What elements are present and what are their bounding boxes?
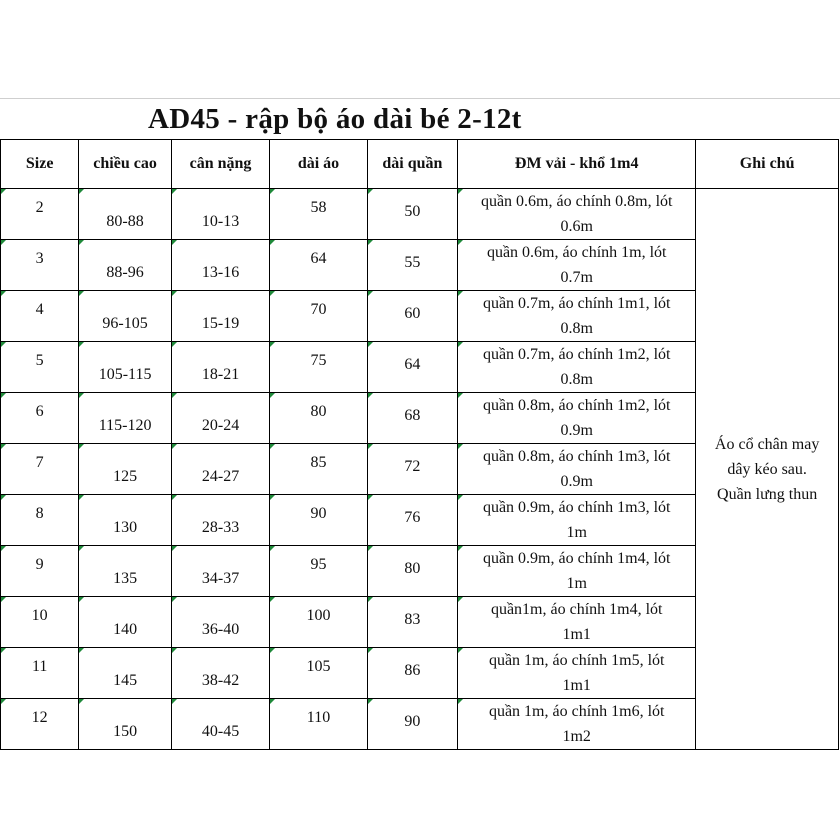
header-size: Size [1,140,79,189]
cell-quan[interactable] [367,342,457,393]
fabric-line-1: quần 1m, áo chính 1m5, lót [488,652,665,669]
height-value: 150 [113,723,138,740]
weight-value: 34-37 [201,570,240,587]
fabric-line-1: quần 0.7m, áo chính 1m2, lót [482,346,671,363]
size-value: 2 [35,199,44,216]
cell-height[interactable] [79,444,171,495]
ao-value: 64 [310,250,327,267]
fabric-line-2: 0.8m [560,320,593,337]
cell-marker-icon [79,699,84,704]
fabric-value [458,342,695,392]
height-value: 105-115 [98,366,152,383]
cell-marker-icon [79,597,84,602]
cell-marker-icon [270,597,275,602]
note-text [696,432,838,507]
cell-size[interactable] [1,546,79,597]
fabric-line-1: quần 0.9m, áo chính 1m3, lót [482,499,671,516]
cell-height[interactable] [79,597,171,648]
cell-weight[interactable] [171,189,269,240]
cell-height[interactable] [79,240,171,291]
cell-ao[interactable] [270,495,367,546]
cell-fabric[interactable] [458,546,696,597]
height-value: 140 [113,621,138,638]
size-table [0,139,839,750]
height-value: 135 [113,570,138,587]
fabric-line-1: quần 0.7m, áo chính 1m1, lót [482,295,671,312]
cell-size[interactable] [1,495,79,546]
height-value: 96-105 [102,315,148,332]
note-line-3: Quần lưng thun [717,485,818,503]
cell-marker-icon [368,597,373,602]
size-value: 10 [31,607,48,624]
weight-value: 15-19 [201,315,240,332]
cell-marker-icon [172,444,177,449]
cell-ao[interactable] [270,291,367,342]
cell-size[interactable] [1,291,79,342]
weight-value: 36-40 [201,621,240,638]
cell-marker-icon [172,699,177,704]
fabric-value [458,291,695,341]
cell-marker-icon [270,546,275,551]
size-value: 8 [35,505,44,522]
cell-quan[interactable] [367,189,457,240]
cell-fabric[interactable] [458,189,696,240]
cell-marker-icon [368,189,373,194]
cell-marker-icon [172,240,177,245]
cell-marker-icon [458,393,463,398]
height-value: 145 [113,672,138,689]
quan-value: 90 [404,713,421,730]
cell-fabric[interactable] [458,495,696,546]
cell-weight[interactable] [171,597,269,648]
header-fabric: ĐM vải - khổ 1m4 [458,140,696,189]
cell-weight[interactable] [171,495,269,546]
quan-value: 60 [404,305,421,322]
cell-ao[interactable] [270,648,367,699]
fabric-value [458,546,695,596]
header-weight: cân nặng [171,140,269,189]
weight-value: 13-16 [201,264,240,281]
cell-fabric[interactable] [458,444,696,495]
cell-fabric[interactable] [458,342,696,393]
quan-value: 83 [404,611,421,628]
cell-marker-icon [368,444,373,449]
cell-quan[interactable] [367,393,457,444]
fabric-line-2: 0.6m [560,218,593,235]
cell-weight[interactable] [171,699,269,750]
cell-marker-icon [368,648,373,653]
cell-marker-icon [79,444,84,449]
weight-value: 38-42 [201,672,240,689]
cell-ao[interactable] [270,342,367,393]
cell-marker-icon [172,189,177,194]
fabric-line-2: 0.9m [560,473,593,490]
fabric-value [458,495,695,545]
table-row [1,189,839,240]
title-row [0,98,840,141]
cell-marker-icon [1,699,6,704]
cell-marker-icon [270,648,275,653]
cell-marker-icon [79,495,84,500]
cell-ao[interactable] [270,240,367,291]
note-line-2: dây kéo sau. [727,460,807,478]
cell-size[interactable] [1,597,79,648]
fabric-value [458,699,695,749]
cell-marker-icon [79,240,84,245]
ao-value: 110 [306,709,331,726]
sheet-title: AD45 - rập bộ áo dài bé 2-12t [148,103,522,135]
fabric-value [458,240,695,290]
ao-value: 75 [310,352,327,369]
cell-marker-icon [172,648,177,653]
cell-quan[interactable] [367,597,457,648]
fabric-line-1: quần 0.9m, áo chính 1m4, lót [482,550,671,567]
cell-marker-icon [368,291,373,296]
spreadsheet [0,98,840,743]
quan-value: 55 [404,254,421,271]
ao-value: 85 [310,454,327,471]
cell-marker-icon [458,291,463,296]
cell-marker-icon [1,240,6,245]
cell-weight[interactable] [171,648,269,699]
cell-marker-icon [172,597,177,602]
cell-marker-icon [270,699,275,704]
cell-marker-icon [1,495,6,500]
size-value: 11 [31,658,48,675]
cell-marker-icon [172,495,177,500]
size-value: 5 [35,352,44,369]
cell-fabric[interactable] [458,291,696,342]
height-value: 88-96 [106,264,144,281]
header-note: Ghi chú [696,140,839,189]
height-value: 125 [113,468,138,485]
note-line-1: Áo cổ chân may [714,435,820,453]
ao-value: 70 [310,301,327,318]
fabric-line-2: 1m [566,524,587,541]
fabric-value [458,189,695,239]
cell-marker-icon [79,648,84,653]
cell-marker-icon [79,546,84,551]
quan-value: 72 [404,458,421,475]
cell-quan[interactable] [367,291,457,342]
cell-ao[interactable] [270,189,367,240]
cell-marker-icon [368,699,373,704]
cell-ao[interactable] [270,597,367,648]
cell-quan[interactable] [367,495,457,546]
cell-note[interactable] [696,189,839,750]
weight-value: 28-33 [201,519,240,536]
cell-marker-icon [270,393,275,398]
cell-marker-icon [1,648,6,653]
cell-ao[interactable] [270,393,367,444]
cell-marker-icon [270,291,275,296]
cell-ao[interactable] [270,699,367,750]
cell-marker-icon [458,240,463,245]
fabric-line-2: 1m1 [562,677,591,694]
cell-marker-icon [458,699,463,704]
height-value: 115-120 [98,417,152,434]
quan-value: 64 [404,356,421,373]
header-quan: dài quần [367,140,457,189]
cell-fabric[interactable] [458,597,696,648]
cell-marker-icon [270,342,275,347]
cell-height[interactable] [79,393,171,444]
cell-quan[interactable] [367,648,457,699]
cell-fabric[interactable] [458,648,696,699]
quan-value: 86 [404,662,421,679]
size-value: 6 [35,403,44,420]
height-value: 130 [113,519,138,536]
fabric-line-2: 1m2 [562,728,591,745]
quan-value: 80 [404,560,421,577]
cell-size[interactable] [1,240,79,291]
cell-marker-icon [79,291,84,296]
cell-marker-icon [458,189,463,194]
cell-height[interactable] [79,495,171,546]
cell-fabric[interactable] [458,699,696,750]
cell-height[interactable] [79,189,171,240]
cell-marker-icon [79,393,84,398]
cell-marker-icon [270,444,275,449]
cell-quan[interactable] [367,444,457,495]
cell-marker-icon [1,444,6,449]
ao-value: 100 [306,607,331,624]
quan-value: 76 [404,509,421,526]
cell-marker-icon [1,393,6,398]
ao-value: 95 [310,556,327,573]
fabric-line-1: quần 0.6m, áo chính 0.8m, lót [480,193,673,210]
ao-value: 90 [310,505,327,522]
cell-weight[interactable] [171,393,269,444]
cell-height[interactable] [79,699,171,750]
cell-marker-icon [458,342,463,347]
cell-marker-icon [458,597,463,602]
cell-marker-icon [368,342,373,347]
cell-marker-icon [172,342,177,347]
fabric-line-1: quần 0.8m, áo chính 1m3, lót [482,448,671,465]
cell-size[interactable] [1,393,79,444]
cell-marker-icon [79,189,84,194]
cell-weight[interactable] [171,240,269,291]
cell-fabric[interactable] [458,393,696,444]
size-value: 7 [35,454,44,471]
fabric-line-2: 0.8m [560,371,593,388]
cell-marker-icon [368,393,373,398]
fabric-line-2: 1m1 [562,626,591,643]
cell-quan[interactable] [367,240,457,291]
cell-weight[interactable] [171,342,269,393]
weight-value: 10-13 [201,213,240,230]
weight-value: 24-27 [201,468,240,485]
fabric-line-1: quần 0.6m, áo chính 1m, lót [486,244,667,261]
cell-weight[interactable] [171,444,269,495]
weight-value: 40-45 [201,723,240,740]
cell-marker-icon [172,546,177,551]
cell-height[interactable] [79,648,171,699]
cell-marker-icon [368,240,373,245]
ao-value: 105 [306,658,331,675]
weight-value: 18-21 [201,366,240,383]
cell-marker-icon [1,342,6,347]
cell-ao[interactable] [270,444,367,495]
cell-marker-icon [172,291,177,296]
cell-marker-icon [270,240,275,245]
cell-marker-icon [1,597,6,602]
cell-marker-icon [458,648,463,653]
cell-height[interactable] [79,291,171,342]
ao-value: 58 [310,199,327,216]
cell-fabric[interactable] [458,240,696,291]
header-row [1,140,839,189]
cell-ao[interactable] [270,546,367,597]
cell-marker-icon [1,546,6,551]
cell-height[interactable] [79,546,171,597]
size-value: 9 [35,556,44,573]
header-height: chiều cao [79,140,171,189]
header-ao: dài áo [270,140,367,189]
cell-quan[interactable] [367,546,457,597]
cell-marker-icon [458,546,463,551]
cell-size[interactable] [1,342,79,393]
cell-size[interactable] [1,648,79,699]
weight-value: 20-24 [201,417,240,434]
fabric-line-2: 0.7m [560,269,593,286]
cell-marker-icon [368,546,373,551]
size-value: 12 [31,709,48,726]
cell-height[interactable] [79,342,171,393]
fabric-line-2: 0.9m [560,422,593,439]
fabric-value [458,648,695,698]
cell-marker-icon [1,189,6,194]
fabric-value [458,393,695,443]
fabric-line-2: 1m [566,575,587,592]
fabric-value [458,444,695,494]
cell-marker-icon [1,291,6,296]
height-value: 80-88 [106,213,144,230]
cell-marker-icon [368,495,373,500]
cell-size[interactable] [1,699,79,750]
cell-marker-icon [172,393,177,398]
cell-weight[interactable] [171,291,269,342]
cell-marker-icon [270,189,275,194]
cell-quan[interactable] [367,699,457,750]
cell-size[interactable] [1,189,79,240]
cell-size[interactable] [1,444,79,495]
quan-value: 68 [404,407,421,424]
size-value: 3 [35,250,44,267]
size-value: 4 [35,301,44,318]
cell-marker-icon [458,495,463,500]
cell-weight[interactable] [171,546,269,597]
fabric-value [458,597,695,647]
quan-value: 50 [404,203,421,220]
fabric-line-1: quần1m, áo chính 1m4, lót [490,601,663,618]
cell-marker-icon [79,342,84,347]
fabric-line-1: quần 0.8m, áo chính 1m2, lót [482,397,671,414]
fabric-line-1: quần 1m, áo chính 1m6, lót [488,703,665,720]
cell-marker-icon [458,444,463,449]
ao-value: 80 [310,403,327,420]
cell-marker-icon [270,495,275,500]
